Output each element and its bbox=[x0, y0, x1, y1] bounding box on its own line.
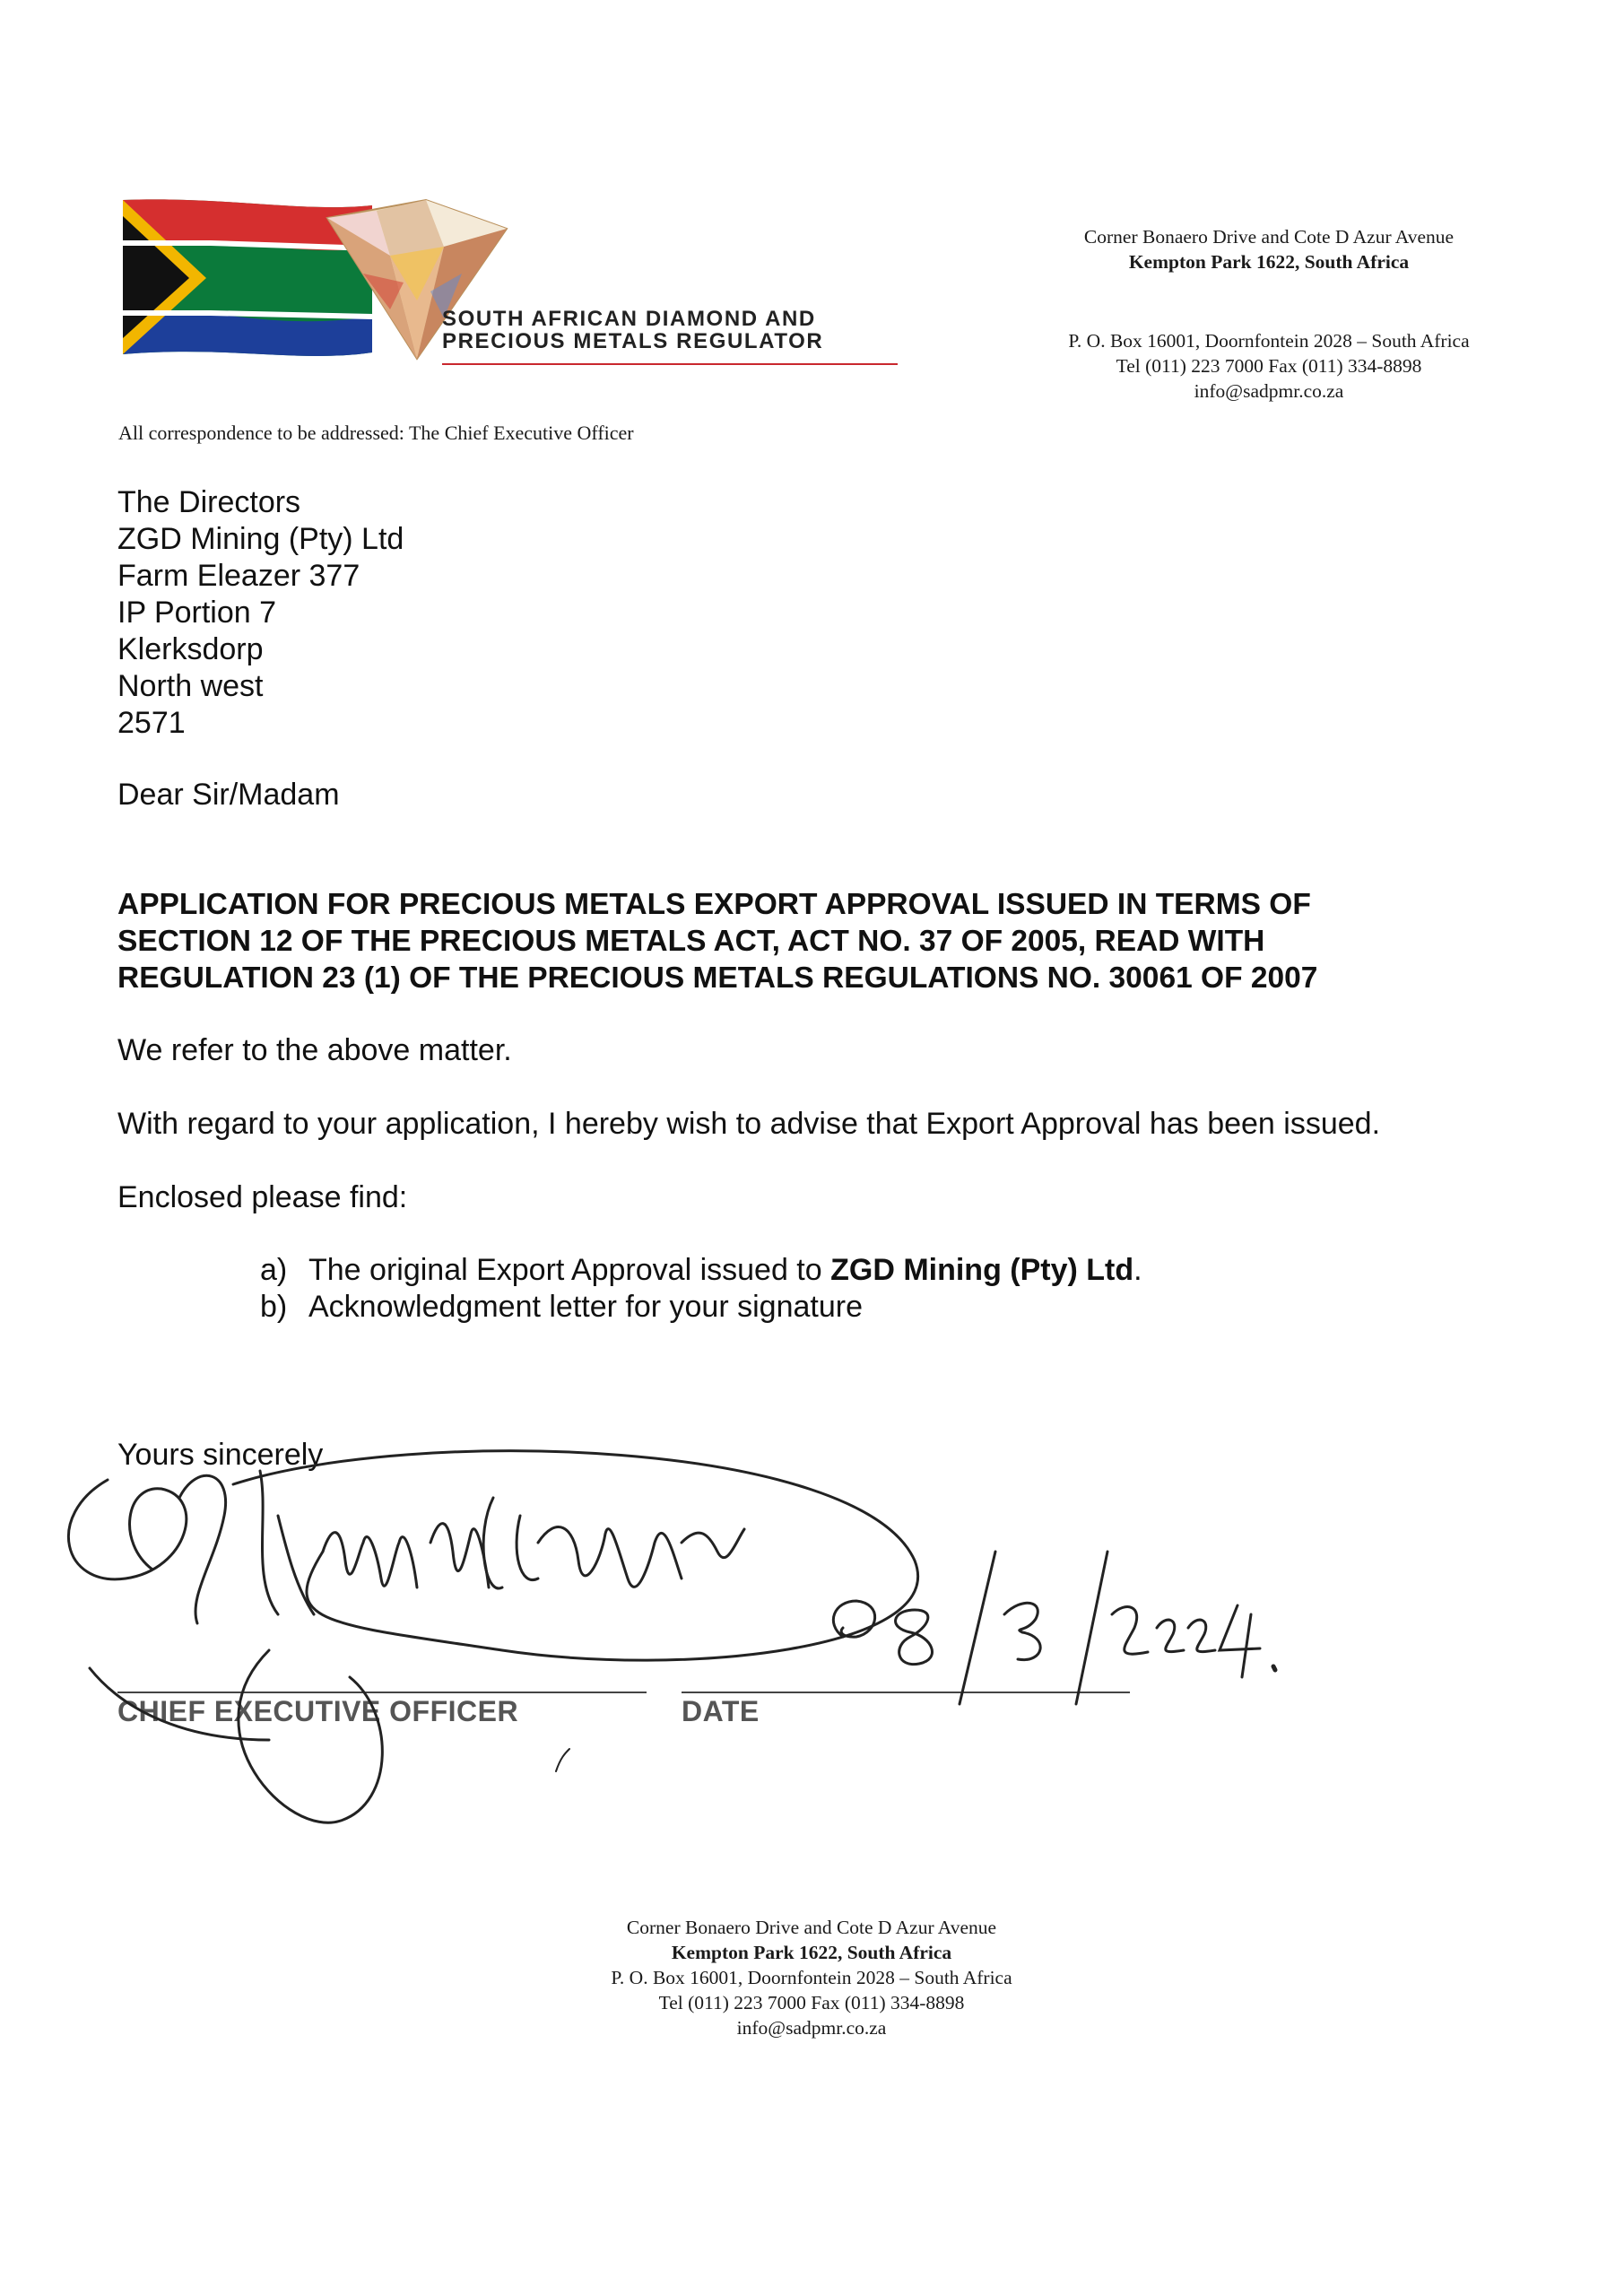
header-postal-address bbox=[1031, 328, 1507, 404]
body-paragraph-1: We refer to the above matter. bbox=[117, 1033, 512, 1067]
enclosure-end: . bbox=[1133, 1253, 1142, 1287]
header-email: info@sadpmr.co.za bbox=[1194, 380, 1344, 402]
recipient-address bbox=[117, 484, 404, 742]
recipient-line: 2571 bbox=[117, 706, 186, 740]
recipient-line: IP Portion 7 bbox=[117, 596, 277, 630]
org-name-line2: PRECIOUS METALS REGULATOR bbox=[442, 329, 824, 353]
correspondence-note: All correspondence to be addressed: The Chief Executive Officer bbox=[118, 422, 634, 444]
enclosure-text: The original Export Approval issued to bbox=[308, 1253, 831, 1287]
recipient-line: Klerksdorp bbox=[117, 632, 264, 666]
enclosure-item-a bbox=[260, 1253, 1142, 1288]
list-marker: a) bbox=[260, 1253, 288, 1287]
org-name-line1: SOUTH AFRICAN DIAMOND AND bbox=[442, 307, 816, 331]
organisation-name bbox=[442, 308, 823, 352]
company-name: ZGD Mining (Pty) Ltd bbox=[830, 1253, 1134, 1287]
list-marker: b) bbox=[260, 1290, 288, 1324]
recipient-line: The Directors bbox=[117, 485, 301, 519]
subject-line: REGULATION 23 (1) OF THE PRECIOUS METALS REGULATIONS NO. 30061 OF 2007 bbox=[117, 961, 1318, 995]
subject-line: APPLICATION FOR PRECIOUS METALS EXPORT APPROVAL ISSUED IN TERMS OF bbox=[117, 888, 1311, 921]
body-paragraph-3: Enclosed please find: bbox=[117, 1180, 408, 1214]
ceo-label: CHIEF EXECUTIVE OFFICER bbox=[117, 1695, 519, 1727]
date-label: DATE bbox=[682, 1695, 760, 1727]
header-tel-fax: Tel (011) 223 7000 Fax (011) 334-8898 bbox=[1116, 355, 1422, 377]
body-paragraph-2: With regard to your application, I hereby wish to advise that Export Approval has been issued. bbox=[117, 1107, 1381, 1141]
footer-email: info@sadpmr.co.za bbox=[736, 2017, 887, 2039]
header-street: Corner Bonaero Drive and Cote D Azur Avenue bbox=[1083, 226, 1455, 248]
header-street-address bbox=[1031, 224, 1507, 274]
header-red-rule bbox=[442, 363, 898, 365]
recipient-line: North west bbox=[117, 669, 264, 703]
subject-heading bbox=[117, 886, 1552, 996]
header-po-box: P. O. Box 16001, Doornfontein 2028 – South Africa bbox=[1068, 330, 1470, 352]
footer-tel-fax: Tel (011) 223 7000 Fax (011) 334-8898 bbox=[658, 1992, 965, 2013]
salutation: Dear Sir/Madam bbox=[117, 778, 340, 812]
footer-city: Kempton Park 1622, South Africa bbox=[671, 1942, 952, 1963]
handwritten-signature bbox=[54, 1444, 1309, 1839]
footer-street: Corner Bonaero Drive and Cote D Azur Avenue bbox=[626, 1917, 997, 1938]
subject-line: SECTION 12 OF THE PRECIOUS METALS ACT, ACT NO. 37 OF 2005, READ WITH bbox=[117, 925, 1265, 958]
footer-po-box: P. O. Box 16001, Doornfontein 2028 – South Africa bbox=[611, 1967, 1012, 1988]
enclosure-item-b bbox=[260, 1290, 863, 1325]
footer-address bbox=[520, 1915, 1103, 2040]
enclosure-text: Acknowledgment letter for your signature bbox=[308, 1290, 863, 1324]
header-city: Kempton Park 1622, South Africa bbox=[1128, 251, 1410, 273]
recipient-line: Farm Eleazer 377 bbox=[117, 559, 360, 593]
recipient-line: ZGD Mining (Pty) Ltd bbox=[117, 522, 404, 556]
closing: Yours sincerely bbox=[117, 1438, 324, 1472]
